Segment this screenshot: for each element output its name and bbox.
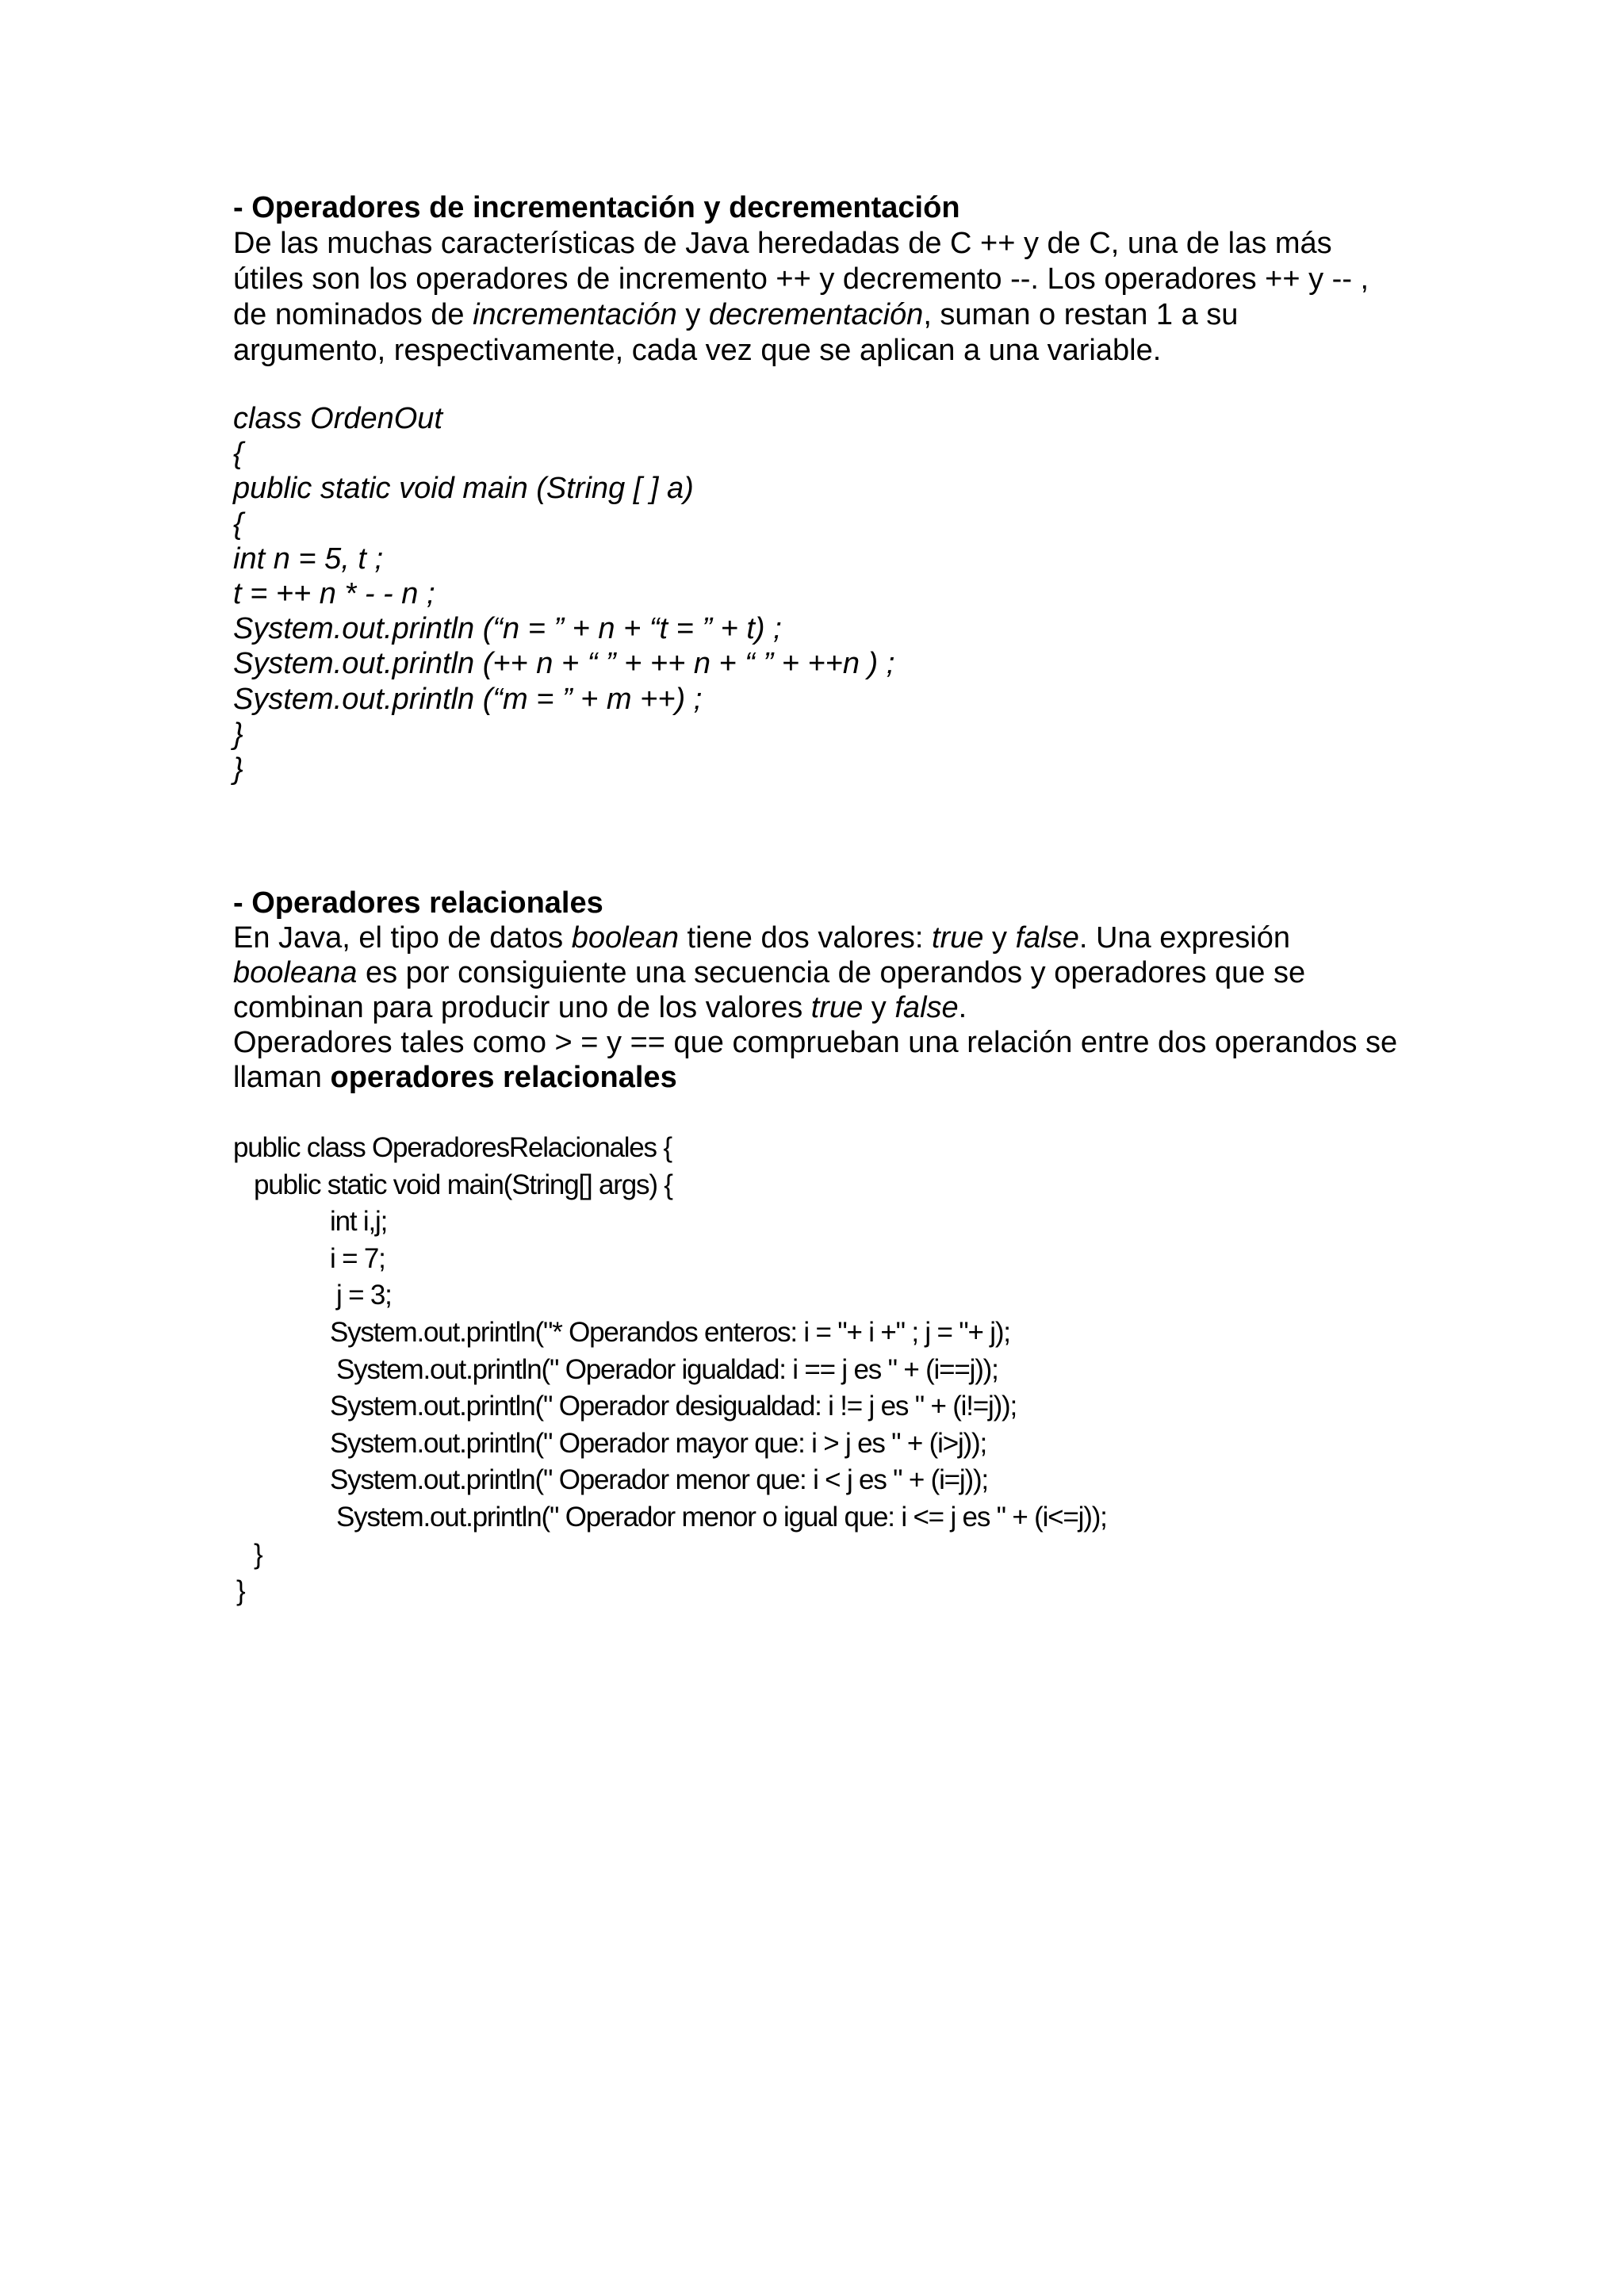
italic-term: booleana (233, 956, 358, 989)
section-incrementacion (233, 190, 1423, 369)
code-line: } (236, 1575, 245, 1607)
paragraph-line (233, 297, 1423, 333)
code-line: } (233, 752, 243, 786)
code-line: i = 7; (330, 1242, 385, 1274)
code-line: t = ++ n * - - n ; (233, 577, 435, 611)
paragraph-line (233, 920, 1438, 955)
bold-term: operadores relacionales (330, 1061, 677, 1094)
italic-term: false (894, 991, 959, 1024)
section-heading: - Operadores de incrementación y decrementación (233, 191, 960, 224)
paragraph-line: Operadores tales como > = y == que comprueban una relación entre dos operandos se (233, 1026, 1398, 1059)
italic-term: false (1015, 921, 1079, 955)
code-line: class OrdenOut (233, 402, 442, 435)
italic-term: decrementación (708, 298, 924, 331)
code-block-operadores-relacionales (233, 1130, 1107, 1610)
paragraph-line: De las muchas características de Java heredadas de C ++ y de C, una de las más (233, 227, 1332, 260)
text-run: y (676, 298, 709, 331)
code-line: int n = 5, t ; (233, 541, 384, 576)
paragraph-line: útiles son los operadores de incremento ++ y decremento --. Los operadores ++ y -- , (233, 262, 1369, 296)
paragraph-line (233, 1060, 1438, 1095)
italic-term: true (931, 921, 984, 955)
text-run: . Una expresión (1078, 921, 1290, 955)
code-line: { (233, 507, 243, 541)
paragraph-line: argumento, respectivamente, cada vez que se aplican a una variable. (233, 334, 1162, 367)
text-run: . (958, 991, 967, 1024)
code-line: public static void main (String [ ] a) (233, 472, 694, 506)
italic-term: incrementación (473, 298, 677, 331)
section-paragraph (233, 226, 1423, 369)
code-line: j = 3; (336, 1280, 392, 1311)
code-line: } (233, 717, 243, 751)
text-run: , suman o restan 1 a su (923, 298, 1239, 331)
text-run: y (863, 991, 895, 1024)
text-run: llaman (233, 1061, 331, 1094)
code-line: { (233, 437, 243, 471)
text-run: de nominados de (233, 298, 473, 331)
code-line: System.out.println(" Operador menor o igual que: i <= j es " + (i<=j)); (336, 1501, 1107, 1533)
paragraph-line (233, 990, 1438, 1025)
italic-term: boolean (571, 921, 679, 955)
section-relacionales (233, 886, 1438, 1095)
italic-term: true (810, 991, 864, 1024)
text-run: combinan para producir uno de los valores (233, 991, 811, 1024)
text-run: tiene dos valores: (678, 921, 932, 955)
code-block-ordenout (233, 401, 894, 786)
text-run: y (983, 921, 1016, 955)
code-line: System.out.println(" Operador desigualdad: i != j es " + (i!=j)); (330, 1391, 1017, 1422)
code-line: System.out.println (“m = ” + m ++) ; (233, 682, 703, 716)
section-heading: - Operadores relacionales (233, 886, 603, 920)
text-run: En Java, el tipo de datos (233, 921, 572, 955)
code-line: public static void main(String[] args) { (254, 1169, 672, 1200)
text-run: es por consiguiente una secuencia de operandos y operadores que se (357, 956, 1306, 989)
code-line: System.out.println(" Operador mayor que: i > j es " + (i>j)); (330, 1427, 986, 1459)
code-line: } (254, 1538, 262, 1570)
code-line: int i,j; (330, 1206, 388, 1238)
code-line: public class OperadoresRelacionales { (233, 1132, 672, 1163)
section-paragraph (233, 920, 1438, 1095)
code-line: System.out.println(" Operador menor que: i < j es " + (i=j)); (330, 1464, 988, 1496)
code-line: System.out.println(" Operador igualdad: i == j es " + (i==j)); (336, 1353, 998, 1385)
paragraph-line (233, 955, 1438, 990)
code-line: System.out.println (“n = ” + n + “t = ” + t) ; (233, 612, 782, 646)
code-line: System.out.println("* Operandos enteros: i = "+ i +" ; j = "+ j); (330, 1316, 1010, 1348)
code-line: System.out.println (++ n + “ ” + ++ n + “ ” + ++n ) ; (233, 647, 895, 681)
